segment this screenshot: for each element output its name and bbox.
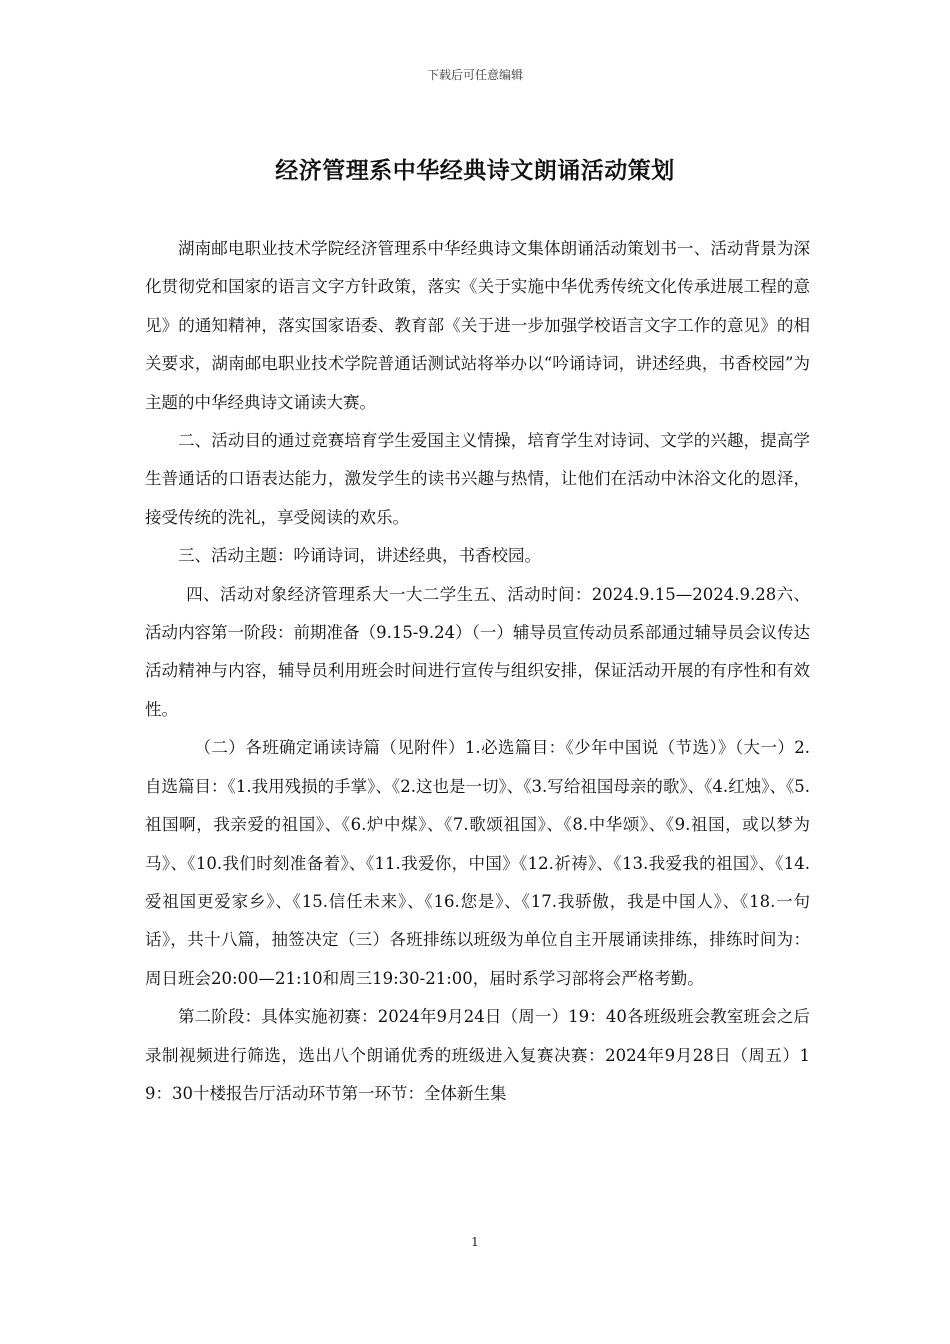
document-body — [145, 230, 810, 1113]
paragraph-target-time-content: 四、活动对象经济管理系大一大二学生五、活动时间：2024.9.15—2024.9.28六、活动内容第一阶段：前期准备（9.15-9.24）（一）辅导员宣传动员系部通过辅导员会议传达活动精神与内容，辅导员利用班会时间进行宣传与组织安排，保证活动开展的有序性和有效性。 — [145, 584, 810, 719]
page-number: 1 — [471, 1235, 479, 1249]
paragraph-background: 湖南邮电职业技术学院经济管理系中华经典诗文集体朗诵活动策划书一、活动背景为深化贯彻党和国家的语言文字方针政策，落实《关于实施中华优秀传统文化传承进展工程的意见》的通知精神，落实国家语委、教育部《关于进一步加强学校语言文字工作的意见》的相关要求，湖南邮电职业技术学院普通话测试站将举办以“吟诵诗词，讲述经典，书香校园”为主题的中华经典诗文诵读大赛。 — [145, 239, 810, 412]
paragraph-stage-two: 第二阶段：具体实施初赛：2024年9月24日（周一）19：40各班级班会教室班会之后录制视频进行筛选，选出八个朗诵优秀的班级进入复赛决赛：2024年9月28日（周五）19：30十楼报告厅活动环节第一环节：全体新生集 — [145, 1007, 810, 1103]
header-note: 下载后可任意编辑 — [426, 68, 523, 82]
paragraph-theme: 三、活动主题：吟诵诗词，讲述经典，书香校园。 — [178, 546, 541, 566]
paragraph-purpose: 二、活动目的通过竞赛培育学生爱国主义情操，培育学生对诗词、文学的兴趣，提高学生普通话的口语表达能力，激发学生的读书兴趣与热情，让他们在活动中沐浴文化的恩泽，接受传统的洗礼，享受阅读的欢乐。 — [145, 431, 810, 527]
paragraph-poem-selection: （二）各班确定诵读诗篇（见附件）1.必选篇目：《少年中国说（节选）》（大一）2.自选篇目：《1.我用残损的手掌》、《2.这也是一切》、《3.写给祖国母亲的歌》、《4.红烛》、《5.祖国啊，我亲爱的祖国》、《6.炉中煤》、《7.歌颂祖国》、《8.中华颂》、《9.祖国，或以梦为马》、《10.我们时刻准备着》、《11.我爱你，中国》《12.祈祷》、《13.我爱我的祖国》、《14.爱祖国更爱家乡》、《15.信任未来》、《16.您是》、《17.我骄傲，我是中国人》、《18.一句话》，共十八篇，抽签决定（三）各班排练以班级为单位自主开展诵读排练，排练时间为：周日班会20:00—21:10和周三19:30-21:00，届时系学习部将会严格考勤。 — [145, 738, 810, 988]
document-title: 经济管理系中华经典诗文朗诵活动策划 — [275, 158, 675, 184]
